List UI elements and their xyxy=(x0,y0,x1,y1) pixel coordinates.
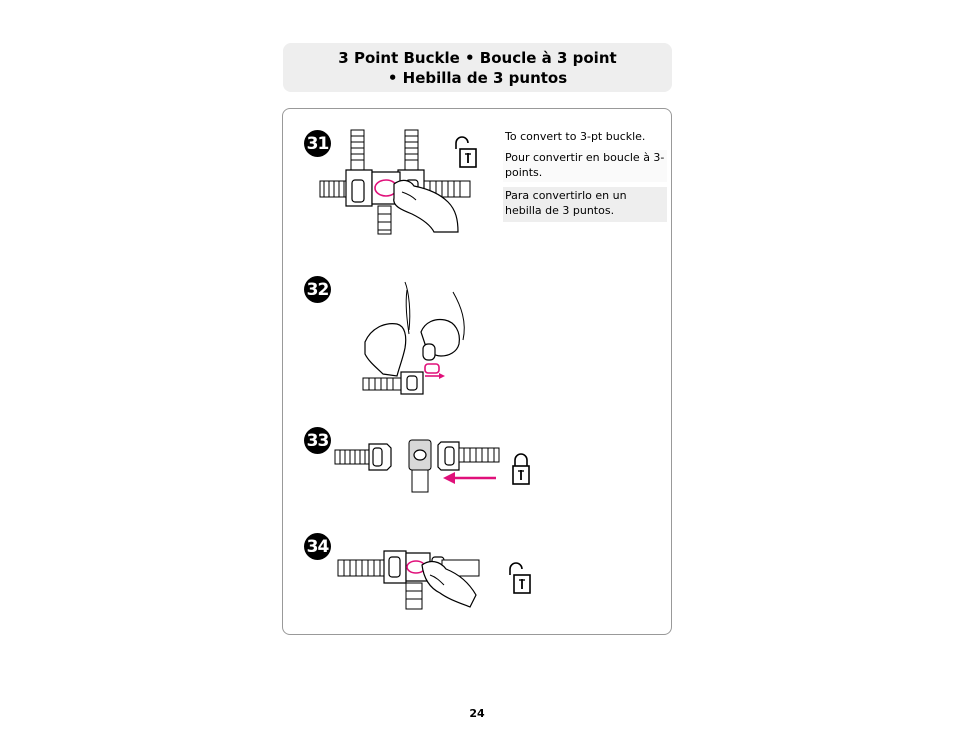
locked-padlock-icon xyxy=(510,452,532,486)
instruction-english: To convert to 3-pt buckle. xyxy=(505,130,646,143)
section-title-line-2: • Hebilla de 3 puntos xyxy=(387,68,568,87)
step-33-illustration xyxy=(333,436,503,496)
step-32-illustration xyxy=(355,282,475,400)
unlocked-padlock-icon xyxy=(506,561,532,595)
section-title xyxy=(283,43,672,92)
instruction-french: Pour convertir en boucle à 3-points. xyxy=(503,150,667,182)
step-33-badge: 33 xyxy=(304,427,331,454)
page-number: 24 xyxy=(469,707,485,720)
unlocked-padlock-icon xyxy=(452,135,478,169)
instruction-spanish: Para convertirlo en un hebilla de 3 puntos. xyxy=(503,187,667,222)
step-34-illustration xyxy=(336,545,481,611)
step-32-badge: 32 xyxy=(304,276,331,303)
step-34-badge: 34 xyxy=(304,533,331,560)
step-31-badge: 31 xyxy=(304,130,331,157)
section-title-line-1: 3 Point Buckle • Boucle à 3 point xyxy=(338,48,617,67)
